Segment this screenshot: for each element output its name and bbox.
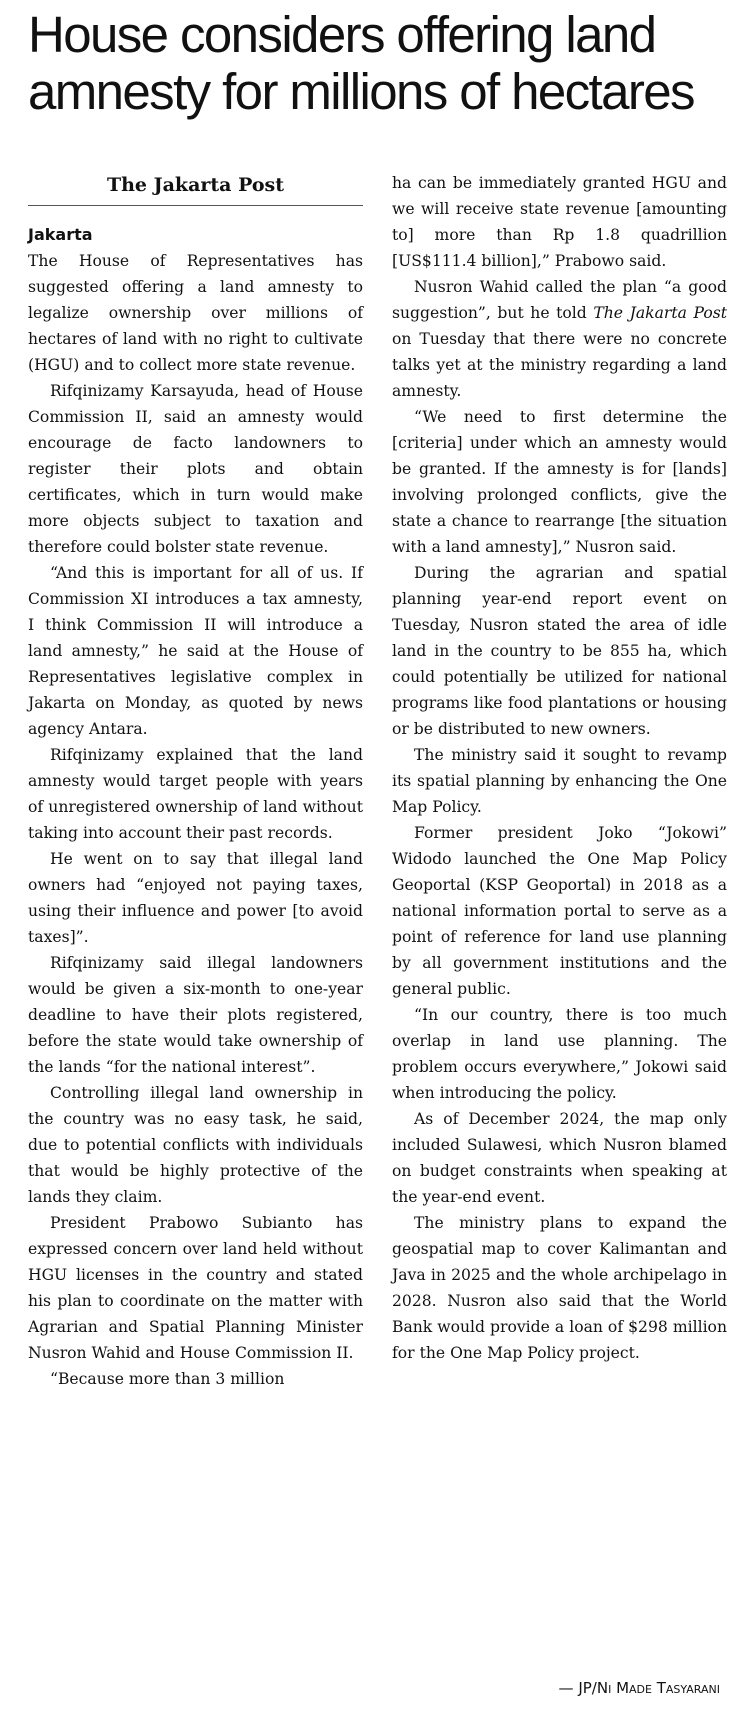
paragraph: President Prabowo Subianto has expressed concern over land held without HGU licenses in the country and stated his plan to coordinate on the matter with Agrarian and Spatial Planning Minister Nusron Wahid and House Commission II. — [28, 1214, 363, 1362]
paragraph: “And this is important for all of us. If Commission XI introduces a tax amnesty, I think Commission II will introduce a land amnesty,” he said at the House of Representatives legislative complex in Jakarta on Monday, as quoted by news agency Antara. — [28, 564, 363, 738]
headline: House considers offering land amnesty for millions of hectares — [28, 6, 694, 120]
paragraph: Rifqinizamy explained that the land amnesty would target people with years of unregistered ownership of land without taking into account their past records. — [28, 746, 363, 842]
paragraph: Rifqinizamy Karsayuda, head of House Commission II, said an amnesty would encourage de facto landowners to register their plots and obtain certificates, which in turn would make more objects subject to taxation and therefore could bolster state revenue. — [28, 382, 363, 556]
paragraph: “We need to first determine the [criteria] under which an amnesty would be granted. If the amnesty is for [lands] involving prolonged conflicts, give the state a chance to rearrange [the situation with a land amnesty],” Nusron said. — [392, 408, 727, 556]
paragraph: The ministry plans to expand the geospatial map to cover Kalimantan and Java in 2025 and the whole archipelago in 2028. Nusron also said that the World Bank would provide a loan of $298 million for the One Map Policy project. — [392, 1214, 727, 1362]
paragraph: As of December 2024, the map only included Sulawesi, which Nusron blamed on budget constraints when speaking at the year-end event. — [392, 1110, 727, 1206]
dateline: Jakarta — [28, 225, 93, 244]
paragraph: “In our country, there is too much overlap in land use planning. The problem occurs everywhere,” Jokowi said when introducing the policy. — [392, 1006, 727, 1102]
photo-credit — [559, 1675, 720, 1701]
byline: The Jakarta Post — [28, 172, 363, 206]
paragraph: The House of Representatives has suggested offering a land amnesty to legalize ownership over millions of hectares of land with no right to cultivate (HGU) and to collect more state revenue. — [28, 252, 363, 374]
article-column-right — [392, 170, 727, 1366]
credit-prefix: — JP/ — [558, 1679, 597, 1697]
paragraph: The ministry said it sought to revamp its spatial planning by enhancing the One Map Policy. — [392, 746, 727, 816]
publication-name: The Jakarta Post — [593, 304, 727, 322]
paragraph: Former president Joko “Jokowi” Widodo launched the One Map Policy Geoportal (KSP Geoportal) in 2018 as a national information portal to serve as a point of reference for land use planning by all government institutions and the general public. — [392, 824, 727, 998]
paragraph: Controlling illegal land ownership in the country was no easy task, he said, due to potential conflicts with individuals that would be highly protective of the lands they claim. — [28, 1084, 363, 1206]
paragraph-text: Nusron Wahid called the plan “a good suggestion”, but he told — [392, 278, 727, 322]
paragraph-text: on Tuesday that there were no concrete talks yet at the ministry regarding a land amnesty. — [392, 330, 727, 400]
paragraph — [392, 274, 727, 404]
article-column-left — [28, 172, 363, 1392]
paragraph: During the agrarian and spatial planning year-end report event on Tuesday, Nusron stated the area of idle land in the country to be 855 ha, which could potentially be utilized for national programs like food plantations or housing or be distributed to new owners. — [392, 564, 727, 738]
paragraph: Rifqinizamy said illegal landowners would be given a six-month to one-year deadline to have their plots registered, before the state would take ownership of the lands “for the national interest”. — [28, 954, 363, 1076]
paragraph: “Because more than 3 million — [50, 1370, 285, 1388]
paragraph-continued: ha can be immediately granted HGU and we will receive state revenue [amounting to] more than Rp 1.8 quadrillion [US$111.4 billion],” Prabowo said. — [392, 174, 727, 270]
credit-name: Ni Made Tasyarani — [596, 1679, 720, 1697]
paragraph: He went on to say that illegal land owners had “enjoyed not paying taxes, using their influence and power [to avoid taxes]”. — [28, 850, 363, 946]
